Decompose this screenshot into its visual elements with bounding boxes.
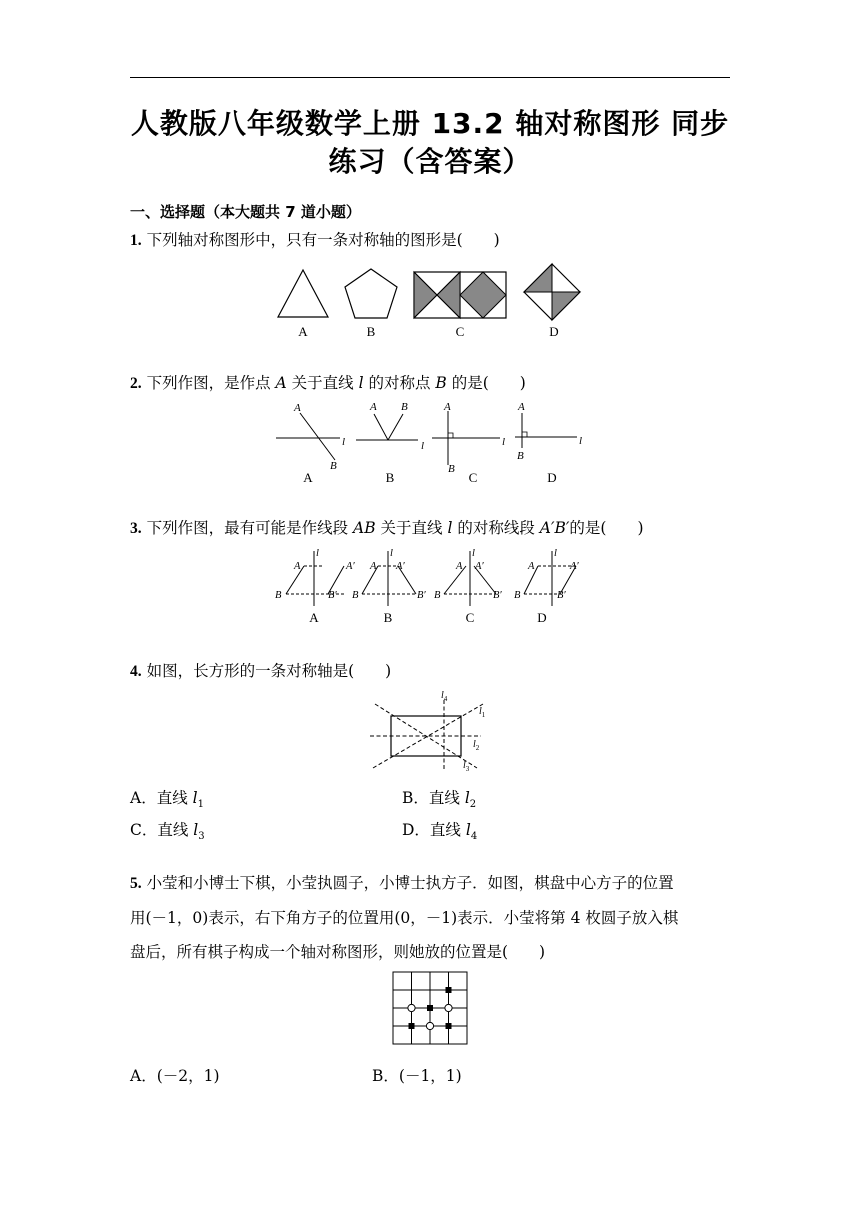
svg-text:B: B bbox=[275, 590, 282, 601]
q2-option-a bbox=[276, 402, 345, 472]
q3-option-c bbox=[434, 548, 502, 606]
round-piece bbox=[445, 1004, 452, 1011]
math-var: A bbox=[275, 374, 287, 392]
title-line-1: 人教版八年级数学上册 13.2 轴对称图形 同步 bbox=[130, 107, 730, 140]
question-text: 如图，长方形的一条对称轴是( ) bbox=[146, 662, 392, 680]
svg-text:B: B bbox=[330, 460, 337, 472]
diamond-shape bbox=[524, 264, 580, 320]
text-part: 下列作图，是作点 bbox=[146, 374, 276, 392]
q2-figure bbox=[270, 398, 600, 488]
svg-text:l: l bbox=[421, 440, 425, 452]
text-part: 的对称线段 bbox=[452, 519, 540, 537]
option-a[interactable]: A．(－2，1) bbox=[130, 1067, 220, 1085]
svg-text:B′: B′ bbox=[557, 590, 566, 601]
question-text-line-2: 用(－1，0)表示，右下角方子的位置用(0，－1)表示．小莹将第 4 枚圆子放入棋 bbox=[130, 909, 679, 927]
math-var: AB bbox=[353, 519, 376, 537]
svg-text:B: B bbox=[434, 590, 441, 601]
square-piece bbox=[446, 1023, 452, 1029]
double-square-shape bbox=[414, 272, 506, 318]
title-line-2: 练习（含答案） bbox=[328, 145, 532, 178]
question-number: 5. bbox=[130, 875, 142, 892]
triangle-shape bbox=[278, 270, 328, 317]
option-b[interactable]: B．直线 $l_2$ bbox=[402, 789, 477, 811]
svg-text:A: A bbox=[370, 401, 377, 413]
svg-text:B: B bbox=[401, 401, 408, 413]
option-c[interactable]: C．直线 $l_3$ bbox=[130, 821, 205, 843]
svg-text:l: l bbox=[390, 548, 393, 559]
svg-text:l1: $l_1$ bbox=[479, 706, 486, 719]
svg-text:A: A bbox=[444, 401, 451, 413]
question-number: 3. bbox=[130, 520, 142, 537]
svg-text:B: B bbox=[517, 450, 524, 462]
option-a[interactable]: A．直线 $l_1$ bbox=[130, 789, 204, 811]
math-var: l bbox=[358, 374, 364, 392]
svg-text:B′: B′ bbox=[328, 590, 337, 601]
svg-text:l2: $l_2$ bbox=[473, 739, 480, 752]
svg-text:A: A bbox=[294, 561, 301, 572]
svg-text:l3: $l_3$ bbox=[463, 760, 470, 773]
text-part: 的是( ) bbox=[569, 519, 644, 537]
q2-option-d bbox=[515, 401, 582, 462]
question-3 bbox=[130, 511, 730, 546]
q4-figure bbox=[365, 690, 495, 776]
question-number: 1. bbox=[130, 232, 142, 249]
question-4 bbox=[130, 654, 730, 689]
question-text-line-1: 小莹和小博士下棋，小莹执圆子，小博士执方子．如图，棋盘中心方子的位置 bbox=[146, 874, 674, 892]
option-label: A bbox=[298, 324, 308, 339]
option-label: D bbox=[547, 470, 557, 485]
math-var: B bbox=[435, 374, 447, 392]
question-number: 2. bbox=[130, 375, 142, 392]
q3-option-a bbox=[275, 548, 355, 606]
svg-text:A: A bbox=[370, 561, 377, 572]
svg-text:A′: A′ bbox=[346, 561, 355, 572]
svg-text:A′: A′ bbox=[570, 561, 579, 572]
svg-text:l: l bbox=[316, 548, 319, 559]
option-label: B bbox=[366, 324, 376, 339]
option-b[interactable]: B．(－1，1) bbox=[372, 1067, 462, 1085]
svg-text:l: l bbox=[472, 548, 475, 559]
svg-text:B′: B′ bbox=[417, 590, 426, 601]
question-number: 4. bbox=[130, 663, 142, 680]
option-label: D bbox=[549, 324, 559, 339]
svg-text:l: l bbox=[502, 436, 506, 448]
svg-text:l: l bbox=[554, 548, 557, 559]
svg-text:B: B bbox=[514, 590, 521, 601]
svg-text:A: A bbox=[518, 401, 525, 413]
svg-text:l: l bbox=[342, 436, 346, 448]
q5-go-board bbox=[392, 971, 470, 1047]
svg-text:B′: B′ bbox=[493, 590, 502, 601]
option-label: A bbox=[309, 610, 319, 625]
square-piece bbox=[409, 1023, 415, 1029]
line-labels bbox=[441, 690, 486, 773]
text-part: 关于直线 bbox=[286, 374, 359, 392]
square-piece bbox=[446, 987, 452, 993]
svg-text:A: A bbox=[294, 402, 301, 414]
svg-text:l: l bbox=[579, 435, 583, 447]
text-part: 下列作图，最有可能是作线段 bbox=[146, 519, 353, 537]
question-text: 下列轴对称图形中，只有一条对称轴的图形是( ) bbox=[146, 231, 500, 249]
option-d[interactable]: D．直线 $l_4$ bbox=[402, 821, 478, 843]
option-label: B bbox=[383, 610, 393, 625]
text-part: 关于直线 bbox=[375, 519, 448, 537]
option-label: C bbox=[455, 324, 465, 339]
svg-text:l4: $l_4$ bbox=[441, 690, 448, 703]
svg-text:A′: A′ bbox=[396, 561, 405, 572]
top-rule bbox=[130, 77, 730, 78]
page-title bbox=[120, 105, 740, 181]
question-2 bbox=[130, 366, 730, 401]
text-part: 的是( ) bbox=[446, 374, 526, 392]
question-1 bbox=[130, 223, 730, 258]
q1-figure bbox=[270, 262, 590, 342]
question-5 bbox=[130, 866, 730, 969]
svg-text:A: A bbox=[456, 561, 463, 572]
round-piece bbox=[426, 1022, 433, 1029]
option-label: B bbox=[385, 470, 395, 485]
option-label: D bbox=[537, 610, 547, 625]
q3-option-b bbox=[352, 548, 426, 606]
svg-text:A′: A′ bbox=[475, 561, 484, 572]
math-var: l bbox=[447, 519, 453, 537]
round-piece bbox=[408, 1004, 415, 1011]
section-heading: 一、选择题（本大题共 7 道小题） bbox=[130, 203, 361, 221]
q2-option-b bbox=[356, 401, 424, 452]
svg-text:A: A bbox=[528, 561, 535, 572]
option-label: A bbox=[303, 470, 313, 485]
text-part: 的对称点 bbox=[363, 374, 436, 392]
math-var: A′B′ bbox=[539, 519, 570, 537]
option-label: C bbox=[465, 610, 475, 625]
q3-option-d bbox=[514, 548, 579, 606]
square-piece bbox=[427, 1005, 433, 1011]
pentagon-shape bbox=[345, 269, 397, 318]
q3-figure bbox=[270, 546, 600, 628]
question-text-line-3: 盘后，所有棋子构成一个轴对称图形，则她放的位置是( ) bbox=[130, 943, 546, 961]
svg-text:B: B bbox=[448, 463, 455, 475]
q2-option-c bbox=[432, 401, 505, 475]
svg-text:B: B bbox=[352, 590, 359, 601]
option-label: C bbox=[468, 470, 478, 485]
